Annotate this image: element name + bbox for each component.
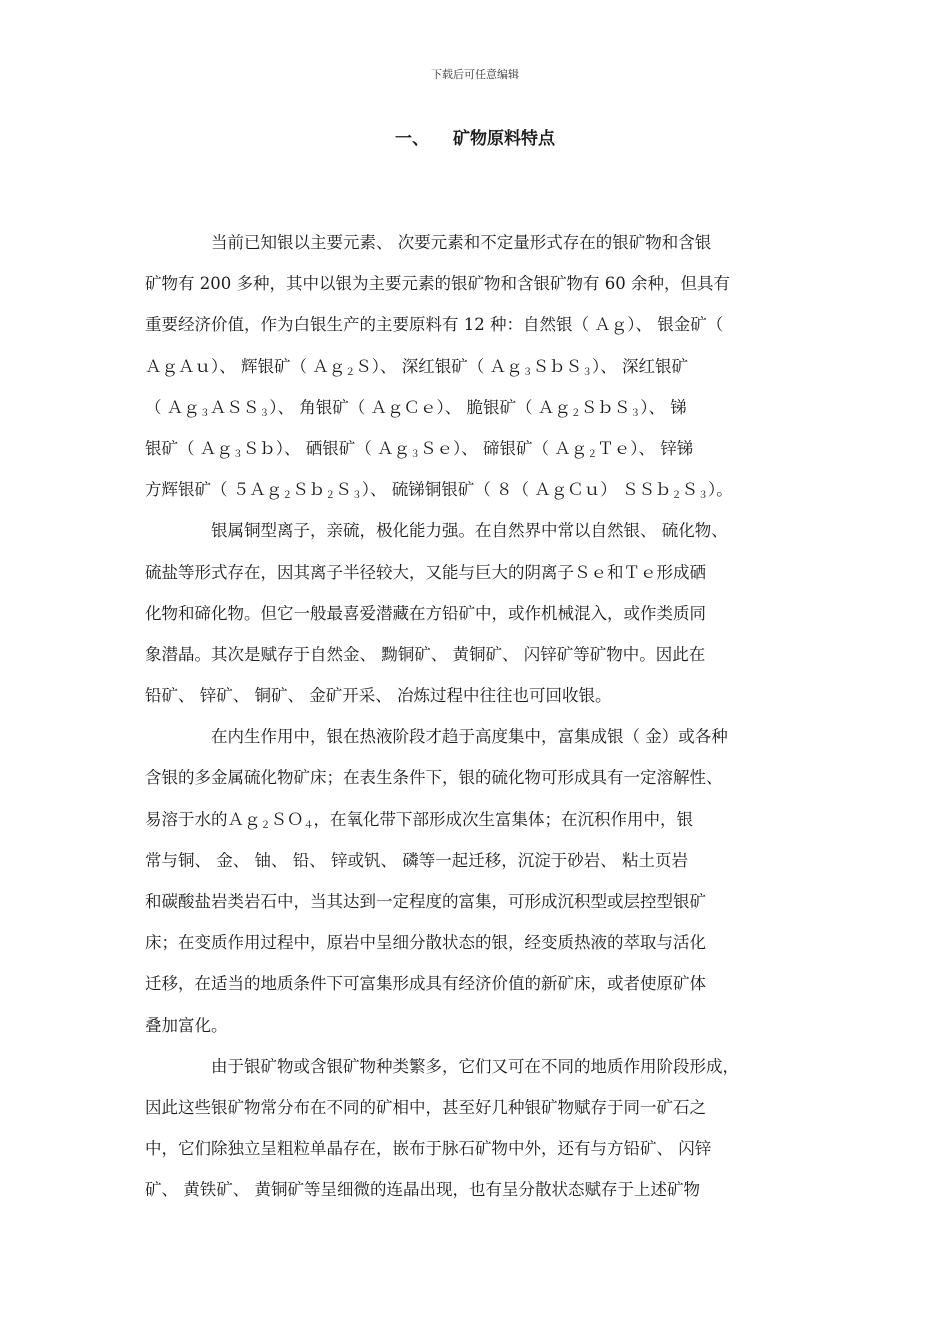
text-run: ）。 — [707, 480, 733, 500]
text-line — [145, 634, 809, 675]
text-line — [145, 675, 809, 716]
subscript: ２ — [671, 490, 682, 502]
subscript: ３ — [582, 366, 592, 378]
text-line — [145, 222, 809, 263]
text-line — [145, 1005, 809, 1046]
text-run: ＳｂＳ — [580, 397, 631, 417]
text-line — [145, 799, 809, 840]
text-run: 银属铜型离子，亲硫，极化能力强。在自然界中常以自然银、 硫化物、 — [211, 521, 728, 541]
subscript: ２ — [345, 366, 356, 378]
text-line — [145, 428, 809, 469]
text-run: 当前已知银以主要元素、 次要元素和不定量形式存在的银矿物和含银 — [211, 233, 712, 252]
text-line — [145, 510, 809, 551]
page-header: 下载后可任意编辑 — [431, 68, 519, 81]
text-run: 易溶于水的Ａｇ — [145, 809, 261, 829]
subscript: ３ — [630, 407, 641, 419]
text-run: 化物和碲化物。但它一般最喜爱潜藏在方铅矿中，或作机械混入，或作类质同 — [145, 603, 706, 623]
text-line — [145, 387, 809, 428]
text-run: 迁移，在适当的地质条件下可富集形成具有经济价值的新矿床，或者使原矿体 — [145, 974, 706, 994]
text-line — [145, 716, 809, 757]
section-title — [0, 124, 950, 149]
text-run: ）、 锑 — [640, 397, 687, 417]
text-run: ＳｂＳ — [532, 356, 582, 376]
text-run: 象潜晶。其次是赋存于自然金、 黝铜矿、 黄铜矿、 闪锌矿等矿物中。因此在 — [145, 644, 706, 664]
subscript: ３ — [522, 366, 533, 378]
text-line — [145, 1087, 809, 1128]
text-run: 床；在变质作用过程中，原岩中呈细分散状态的银，经变质热液的萃取与活化 — [145, 933, 706, 953]
text-run: ）、 硫锑铜银矿（ ８（ ＡｇＣｕ） ＳＳｂ — [361, 480, 672, 500]
text-run: ）、 深红银矿 — [592, 356, 688, 376]
subscript: ３ — [351, 490, 362, 502]
text-line — [145, 304, 809, 345]
subscript: ３ — [199, 407, 210, 419]
text-run: Ｓｅ）、 碲银矿（ Ａｇ — [420, 438, 588, 458]
text-line — [145, 469, 809, 510]
text-run: ＡＳＳ — [209, 397, 260, 417]
subscript: ３ — [697, 490, 708, 502]
text-line — [145, 1046, 809, 1087]
text-line — [145, 593, 809, 634]
text-run: Ｓ）、 深红银矿（ Ａｇ — [355, 356, 523, 376]
subscript: ３ — [259, 407, 270, 419]
text-run: 因此这些银矿物常分布在不同的矿相中，甚至好几种银矿物赋存于同一矿石之 — [145, 1097, 706, 1117]
text-run: Ｓ — [681, 480, 698, 500]
text-run: 叠加富化。 — [145, 1015, 228, 1035]
text-line — [145, 346, 809, 387]
text-run: ，在氧化带下部形成次生富集体；在沉积作用中，银 — [313, 809, 693, 829]
subscript: ３ — [232, 448, 243, 460]
text-line — [145, 552, 809, 593]
text-run: Ｔｅ）、 锌锑 — [597, 438, 694, 458]
text-line — [145, 1128, 809, 1169]
section-number: 一、 — [395, 129, 429, 149]
document-body — [145, 222, 809, 1211]
text-line — [145, 963, 809, 1004]
text-run: 银矿（ Ａｇ — [145, 438, 233, 458]
text-run: 中，它们除独立呈粗粒单晶存在，嵌布于脉石矿物中外，还有与方铅矿、 闪锌 — [145, 1139, 712, 1159]
text-line — [145, 263, 809, 304]
text-run: （ Ａｇ — [145, 397, 200, 417]
text-run: ）、 角银矿（ ＡｇＣｅ）、 脆银矿（ Ａｇ — [269, 397, 571, 417]
subscript: ２ — [587, 448, 598, 460]
text-run: 在内生作用中，银在热液阶段才趋于高度集中，富集成银（ 金）或各种 — [211, 727, 728, 747]
text-run: Ｓ — [335, 480, 352, 500]
text-run: Ｓｂ — [292, 480, 326, 500]
text-run: 铅矿、 锌矿、 铜矿、 金矿开采、 冶炼过程中往往也可回收银。 — [145, 686, 612, 706]
text-line — [145, 881, 809, 922]
text-run: ＡｇＡｕ）、 辉银矿（ Ａｇ — [145, 356, 346, 376]
text-run: 含银的多金属硫化物矿床；在表生条件下，银的硫化物可形成具有一定溶解性、 — [145, 768, 723, 788]
text-line — [145, 1169, 809, 1210]
text-run: 常与铜、 金、 铀、 铅、 锌或钒、 磷等一起迁移，沉淀于砂岩、 粘土页岩 — [145, 850, 688, 870]
subscript: ２ — [260, 819, 271, 831]
text-run: ＳＯ — [270, 809, 304, 829]
subscript: ２ — [570, 407, 581, 419]
text-run: 硫盐等形式存在，因其离子半径较大，又能与巨大的阴离子Ｓｅ和Ｔｅ形成硒 — [145, 562, 706, 582]
text-line — [145, 922, 809, 963]
text-run: 由于银矿物或含银矿物种类繁多，它们又可在不同的地质作用阶段形成， — [211, 1056, 739, 1076]
text-run: Ｓｂ）、 硒银矿（ Ａｇ — [242, 438, 410, 458]
text-run: 方辉银矿（ ５Ａｇ — [145, 480, 283, 500]
subscript: ２ — [325, 490, 336, 502]
subscript: ４ — [303, 819, 314, 831]
subscript: ３ — [410, 448, 420, 460]
subscript: ２ — [282, 490, 293, 502]
text-run: 和碳酸盐岩类岩石中，当其达到一定程度的富集，可形成沉积型或层控型银矿 — [145, 892, 706, 911]
text-run: 重要经济价值，作为白银生产的主要原料有 12 种：自然银（ Ａｇ）、 银金矿（ — [145, 315, 724, 335]
text-run: 矿、 黄铁矿、 黄铜矿等呈细微的连晶出现，也有呈分散状态赋存于上述矿物 — [145, 1180, 700, 1200]
text-run: 矿物有 200 多种，其中以银为主要元素的银矿物和含银矿物有 60 余种，但具有 — [145, 274, 730, 294]
text-line — [145, 840, 809, 881]
section-title-text: 矿物原料特点 — [453, 129, 555, 149]
text-line — [145, 757, 809, 798]
